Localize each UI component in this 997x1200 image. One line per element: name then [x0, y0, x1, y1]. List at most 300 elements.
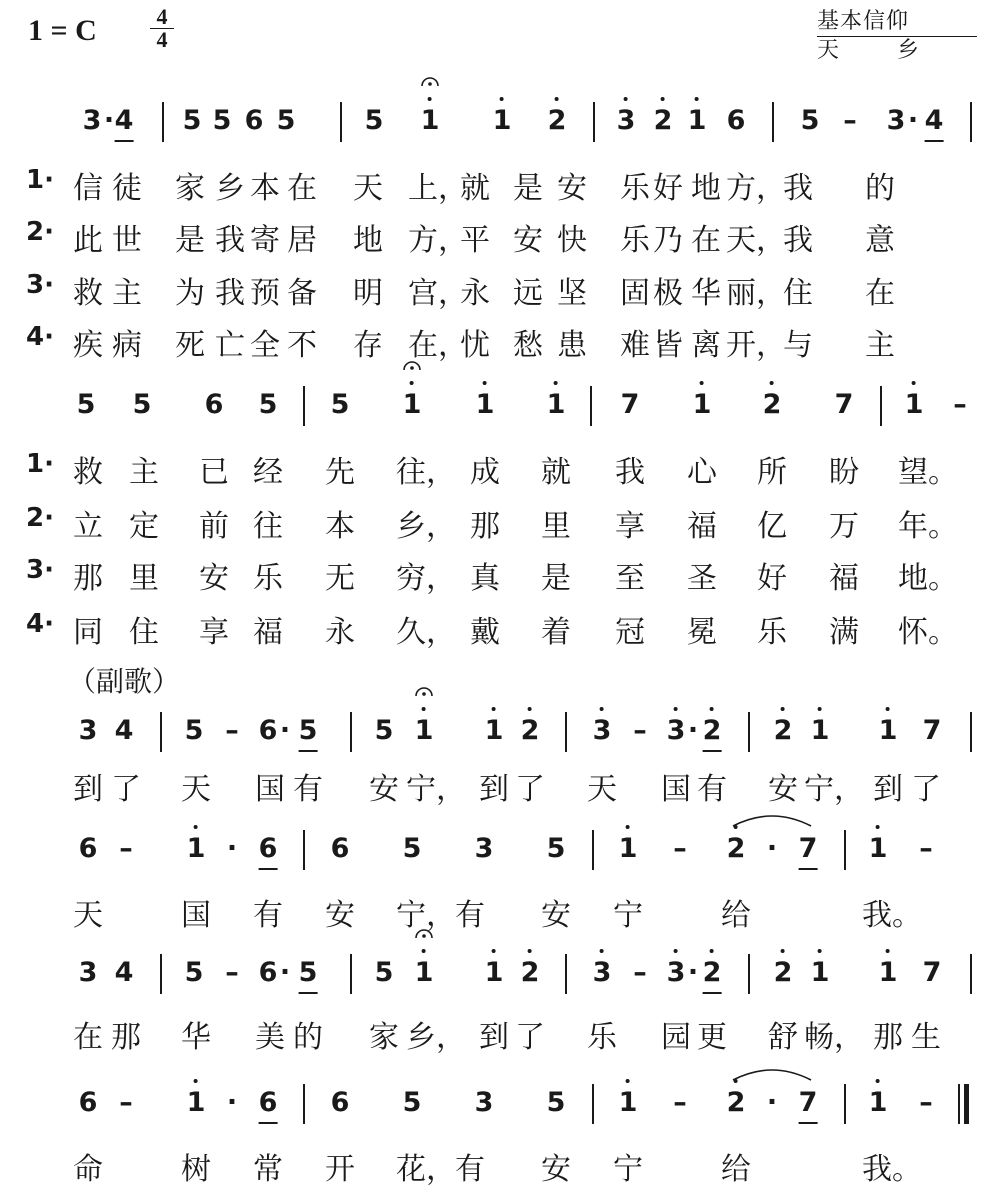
- lyric-syllable: 安: [513, 223, 543, 258]
- lyric-syllable: 所: [757, 455, 787, 490]
- fermata-icon: [415, 924, 433, 936]
- lyric-syllable: 难: [620, 328, 650, 363]
- augmentation-dot: ·: [279, 715, 291, 746]
- lyric-syllable: 寄: [250, 223, 280, 258]
- lyric-syllable: 安: [541, 898, 571, 933]
- lyric-syllable: 在，: [408, 328, 468, 363]
- note: 7: [834, 389, 854, 420]
- note: 1: [403, 388, 422, 422]
- lyric-syllable: 与: [783, 328, 813, 363]
- lyric-syllable: 家: [175, 171, 205, 206]
- lyric-syllable: 那: [873, 1020, 903, 1055]
- lyric-syllable: 愁: [513, 328, 543, 363]
- lyric-syllable: 到: [873, 772, 903, 807]
- lyric-syllable: 万: [829, 509, 859, 544]
- lyric-syllable: 徒: [112, 171, 142, 206]
- high-octave-dot: [483, 381, 487, 385]
- high-octave-dot: [818, 707, 822, 711]
- lyric-syllable: 就: [460, 171, 490, 206]
- notation-row: [0, 104, 997, 144]
- eighth-underline: [259, 1122, 278, 1124]
- lyric-syllable: 主: [129, 455, 159, 490]
- barline: [592, 1084, 594, 1124]
- high-octave-dot: [700, 381, 704, 385]
- meter-bottom: 4: [156, 27, 168, 52]
- barline: [160, 712, 162, 752]
- lyric-syllable: 全: [250, 328, 280, 363]
- note: 5: [374, 957, 394, 988]
- barline: [592, 830, 594, 870]
- lyric-syllable: 福: [829, 561, 859, 596]
- lyric-syllable: 了: [515, 1020, 545, 1055]
- high-octave-dot: [492, 707, 496, 711]
- lyric-syllable: 成: [470, 455, 500, 490]
- lyric-syllable: 存: [353, 328, 383, 363]
- lyric-syllable: 乐: [620, 171, 650, 206]
- high-octave-dot: [876, 825, 880, 829]
- lyric-syllable: 本: [325, 509, 355, 544]
- lyric-syllable: 乐: [757, 615, 787, 650]
- note: 6: [726, 105, 746, 136]
- eighth-underline: [703, 992, 722, 994]
- lyric-syllable: 花，: [396, 1152, 456, 1187]
- lyric-syllable: 安: [541, 1152, 571, 1187]
- lyric-syllable: 家: [369, 1020, 399, 1055]
- eighth-underline: [115, 140, 134, 142]
- time-signature: [150, 6, 174, 51]
- song-credit: [817, 8, 977, 65]
- high-octave-dot: [886, 707, 890, 711]
- note: 2: [703, 714, 722, 748]
- lyric-syllable: 的: [293, 1020, 323, 1055]
- note: 2: [727, 832, 746, 866]
- lyric-syllable: 同: [73, 615, 103, 650]
- lyric-syllable: 国: [255, 772, 285, 807]
- barline: [350, 954, 352, 994]
- lyric-syllable: 华: [691, 276, 721, 311]
- lyric-row: [0, 447, 997, 490]
- verse-number: 2·: [26, 217, 54, 247]
- note: 6: [330, 1087, 350, 1118]
- lyric-syllable: 有: [253, 898, 283, 933]
- lyric-syllable: 是: [175, 223, 205, 258]
- lyric-syllable: 天: [181, 772, 211, 807]
- barline: [350, 712, 352, 752]
- lyric-syllable: 忧: [460, 328, 490, 363]
- note: 5: [330, 389, 350, 420]
- lyric-syllable: 那: [73, 561, 103, 596]
- notation-row: [0, 832, 997, 872]
- high-octave-dot: [710, 707, 714, 711]
- barline: [303, 386, 305, 426]
- lyric-syllable: 我: [215, 276, 245, 311]
- lyric-syllable: 更: [697, 1020, 727, 1055]
- lyric-syllable: 享: [615, 509, 645, 544]
- lyric-row: [0, 215, 997, 258]
- lyric-syllable: 是: [541, 561, 571, 596]
- barline: [565, 954, 567, 994]
- lyric-syllable: 美: [255, 1020, 285, 1055]
- augmentation-dot: ·: [907, 105, 919, 136]
- note: 5: [800, 105, 820, 136]
- high-octave-dot: [781, 707, 785, 711]
- lyric-syllable: 那: [470, 509, 500, 544]
- lyric-syllable: 冠: [615, 615, 645, 650]
- lyric-syllable: 常: [253, 1152, 283, 1187]
- lyric-syllable: 到: [479, 1020, 509, 1055]
- note: 5: [76, 389, 96, 420]
- lyric-syllable: 在: [73, 1020, 103, 1055]
- lyric-syllable: 定: [129, 509, 159, 544]
- lyric-syllable: 生: [911, 1020, 941, 1055]
- lyric-syllable: 开，: [726, 328, 786, 363]
- song-author: 天乡: [816, 38, 977, 63]
- eighth-underline: [799, 1122, 818, 1124]
- high-octave-dot: [710, 949, 714, 953]
- note: 1: [619, 1086, 638, 1120]
- note: 5: [402, 833, 422, 864]
- lyric-syllable: 我。: [862, 898, 922, 933]
- lyric-syllable: 地。: [898, 561, 958, 596]
- note: 2: [727, 1086, 746, 1120]
- high-octave-dot: [555, 97, 559, 101]
- lyric-syllable: 已: [199, 455, 229, 490]
- eighth-underline: [299, 992, 318, 994]
- note: ·: [766, 833, 778, 864]
- note: 3: [78, 715, 98, 746]
- note: 5: [276, 105, 296, 136]
- note: 1: [693, 388, 712, 422]
- lyric-syllable: 坚: [557, 276, 587, 311]
- barline: [162, 102, 164, 142]
- lyric-syllable: 有: [697, 772, 727, 807]
- lyric-syllable: 救: [73, 276, 103, 311]
- note: –: [843, 105, 857, 136]
- lyric-syllable: 有: [293, 772, 323, 807]
- lyric-syllable: 皆: [653, 328, 683, 363]
- tie-arc: [731, 810, 813, 832]
- note: 2: [548, 104, 567, 138]
- lyric-syllable: 国: [181, 898, 211, 933]
- lyric-row: [0, 890, 997, 933]
- note: 1: [421, 104, 440, 138]
- lyric-syllable: 园: [661, 1020, 691, 1055]
- lyric-syllable: 天: [73, 898, 103, 933]
- lyric-syllable: 冕: [687, 615, 717, 650]
- lyric-syllable: 立: [73, 509, 103, 544]
- verse-number: 1·: [26, 165, 54, 195]
- lyric-syllable: 里: [129, 561, 159, 596]
- note: 1: [547, 388, 566, 422]
- lyric-syllable: 到: [73, 772, 103, 807]
- high-octave-dot: [554, 381, 558, 385]
- lyric-syllable: 福: [253, 615, 283, 650]
- lyric-syllable: 我: [783, 171, 813, 206]
- note: –: [919, 833, 933, 864]
- note: 1: [869, 832, 888, 866]
- notation-row: [0, 714, 997, 754]
- note: –: [633, 715, 647, 746]
- lyric-syllable: 安: [768, 772, 798, 807]
- verse-number: 1·: [26, 449, 54, 479]
- lyric-syllable: 安: [557, 171, 587, 206]
- lyric-syllable: 宁，: [396, 898, 456, 933]
- lyric-row: [0, 607, 997, 650]
- lyric-syllable: 意: [865, 223, 895, 258]
- lyric-syllable: 我: [215, 223, 245, 258]
- lyric-syllable: 救: [73, 455, 103, 490]
- lyric-syllable: 舒: [768, 1020, 798, 1055]
- note: 7: [799, 1086, 818, 1120]
- verse-number: 3·: [26, 270, 54, 300]
- note: –: [919, 1087, 933, 1118]
- lyric-syllable: 经: [253, 455, 283, 490]
- lyric-syllable: 明: [353, 276, 383, 311]
- lyric-syllable: 盼: [829, 455, 859, 490]
- note: 5: [132, 389, 152, 420]
- lyric-syllable: 先: [325, 455, 355, 490]
- lyric-syllable: 国: [661, 772, 691, 807]
- eighth-underline: [703, 750, 722, 752]
- high-octave-dot: [422, 707, 426, 711]
- lyric-syllable: 命: [73, 1152, 103, 1187]
- note: –: [119, 1087, 133, 1118]
- lyric-syllable: 好: [653, 171, 683, 206]
- lyric-syllable: 怀。: [898, 615, 958, 650]
- note: 1: [476, 388, 495, 422]
- note: –: [633, 957, 647, 988]
- lyric-syllable: 住: [129, 615, 159, 650]
- verse-number: 4·: [26, 609, 54, 639]
- note: 5: [364, 105, 384, 136]
- high-octave-dot: [886, 949, 890, 953]
- lyric-syllable: 树: [181, 1152, 211, 1187]
- note: 3: [593, 714, 612, 748]
- barline: [160, 954, 162, 994]
- high-octave-dot: [674, 949, 678, 953]
- lyric-syllable: 有: [455, 1152, 485, 1187]
- note: 3: [78, 957, 98, 988]
- lyric-syllable: 预: [250, 276, 280, 311]
- high-octave-dot: [500, 97, 504, 101]
- high-octave-dot: [624, 97, 628, 101]
- lyric-syllable: 乡，: [406, 1020, 466, 1055]
- lyric-syllable: 患: [557, 328, 587, 363]
- note: 3: [617, 104, 636, 138]
- lyric-syllable: 此: [73, 223, 103, 258]
- barline: [303, 1084, 305, 1124]
- high-octave-dot: [492, 949, 496, 953]
- lyric-syllable: 了: [515, 772, 545, 807]
- lyric-syllable: 那: [111, 1020, 141, 1055]
- note: 6: [330, 833, 350, 864]
- notation-row: [0, 956, 997, 996]
- verse-number: 2·: [26, 503, 54, 533]
- lyric-syllable: 极: [653, 276, 683, 311]
- eighth-underline: [259, 868, 278, 870]
- lyric-syllable: 乡: [215, 171, 245, 206]
- note: ·: [226, 1087, 238, 1118]
- lyric-syllable: 前: [199, 509, 229, 544]
- note: 3: [667, 956, 686, 990]
- high-octave-dot: [661, 97, 665, 101]
- note: 1: [811, 714, 830, 748]
- note: –: [953, 389, 967, 420]
- high-octave-dot: [626, 1079, 630, 1083]
- note: 5: [184, 957, 204, 988]
- lyric-syllable: 了: [911, 772, 941, 807]
- note: 5: [258, 389, 278, 420]
- lyric-row: [0, 764, 997, 807]
- high-octave-dot: [422, 949, 426, 953]
- lyric-syllable: 病: [112, 328, 142, 363]
- meter-top: 4: [150, 6, 174, 29]
- note: 2: [774, 956, 793, 990]
- lyric-syllable: 满: [829, 615, 859, 650]
- lyric-syllable: 福: [687, 509, 717, 544]
- notation-row: [0, 1086, 997, 1126]
- lyric-syllable: 往，: [396, 455, 456, 490]
- lyric-syllable: 宁: [613, 1152, 643, 1187]
- barline: [303, 830, 305, 870]
- chorus-label: （副歌）: [68, 665, 181, 698]
- lyric-syllable: 备: [287, 276, 317, 311]
- note: 7: [922, 957, 942, 988]
- lyric-syllable: 到: [479, 772, 509, 807]
- note: 7: [922, 715, 942, 746]
- note: 6: [78, 1087, 98, 1118]
- barline: [340, 102, 342, 142]
- lyric-row: [0, 320, 997, 363]
- high-octave-dot: [600, 707, 604, 711]
- barline: [970, 954, 972, 994]
- lyric-syllable: 我: [615, 455, 645, 490]
- lyric-syllable: 安: [199, 561, 229, 596]
- lyric-syllable: 永: [460, 276, 490, 311]
- barline: [748, 954, 750, 994]
- lyric-syllable: 至: [615, 561, 645, 596]
- note: 5: [546, 1087, 566, 1118]
- lyric-syllable: 心: [687, 455, 717, 490]
- lyric-syllable: 乡，: [396, 509, 456, 544]
- lyric-syllable: 了: [111, 772, 141, 807]
- lyric-syllable: 戴: [470, 615, 500, 650]
- note: 6: [244, 105, 264, 136]
- note: 1: [869, 1086, 888, 1120]
- note: 3: [82, 105, 102, 136]
- note: 6: [259, 1086, 278, 1120]
- augmentation-dot: ·: [103, 105, 115, 136]
- high-octave-dot: [528, 949, 532, 953]
- note: 3: [474, 1087, 494, 1118]
- note: 7: [799, 832, 818, 866]
- lyric-syllable: 远: [513, 276, 543, 311]
- lyric-syllable: 圣: [687, 561, 717, 596]
- note: 1: [415, 714, 434, 748]
- lyric-row: [0, 1144, 997, 1187]
- note: –: [119, 833, 133, 864]
- lyric-syllable: 里: [541, 509, 571, 544]
- note: –: [673, 833, 687, 864]
- barline: [772, 102, 774, 142]
- note: 5: [299, 714, 318, 748]
- note: 1: [688, 104, 707, 138]
- notation-row: [0, 388, 997, 428]
- barline: [748, 712, 750, 752]
- lyric-syllable: 就: [541, 455, 571, 490]
- note: 1: [187, 832, 206, 866]
- note: 6: [258, 715, 278, 746]
- lyric-syllable: 在: [691, 223, 721, 258]
- barline: [844, 1084, 846, 1124]
- lyric-syllable: 宫，: [408, 276, 468, 311]
- note: 1: [879, 714, 898, 748]
- barline: [844, 830, 846, 870]
- note: 5: [212, 105, 232, 136]
- lyric-syllable: 好: [757, 561, 787, 596]
- lyric-syllable: 着: [541, 615, 571, 650]
- lyric-syllable: 地: [353, 223, 383, 258]
- high-octave-dot: [194, 825, 198, 829]
- fermata-icon: [403, 356, 421, 368]
- barline: [593, 102, 595, 142]
- lyric-syllable: 方，: [726, 171, 786, 206]
- lyric-syllable: 享: [199, 615, 229, 650]
- lyric-syllable: 在: [287, 171, 317, 206]
- lyric-syllable: 主: [112, 276, 142, 311]
- note: 1: [879, 956, 898, 990]
- note: 2: [521, 714, 540, 748]
- note: ·: [766, 1087, 778, 1118]
- lyric-syllable: 往: [253, 509, 283, 544]
- lyric-syllable: 天: [353, 171, 383, 206]
- high-octave-dot: [194, 1079, 198, 1083]
- note: 5: [374, 715, 394, 746]
- verse-number: 3·: [26, 555, 54, 585]
- note: 5: [299, 956, 318, 990]
- note: 4: [114, 957, 134, 988]
- note: 3: [886, 105, 906, 136]
- lyric-syllable: 不: [287, 328, 317, 363]
- note: 1: [485, 956, 504, 990]
- lyric-syllable: 主: [865, 328, 895, 363]
- lyric-syllable: 宁: [613, 898, 643, 933]
- high-octave-dot: [674, 707, 678, 711]
- note: 1: [187, 1086, 206, 1120]
- lyric-syllable: 快: [557, 223, 587, 258]
- note: 5: [546, 833, 566, 864]
- note: 2: [763, 388, 782, 422]
- lyric-row: [0, 501, 997, 544]
- note: 1: [485, 714, 504, 748]
- note: –: [225, 957, 239, 988]
- lyric-syllable: 望。: [898, 455, 958, 490]
- note: 4: [925, 104, 944, 138]
- lyric-syllable: 真: [470, 561, 500, 596]
- note: 3: [474, 833, 494, 864]
- lyric-syllable: 无: [325, 561, 355, 596]
- note: 1: [493, 104, 512, 138]
- lyric-syllable: 固: [620, 276, 650, 311]
- high-octave-dot: [912, 381, 916, 385]
- high-octave-dot: [410, 381, 414, 385]
- note: 5: [184, 715, 204, 746]
- note: 7: [620, 389, 640, 420]
- note: –: [225, 715, 239, 746]
- lyric-row: [0, 1012, 997, 1055]
- lyric-syllable: 畅，: [804, 1020, 864, 1055]
- lyric-syllable: 丽，: [726, 276, 786, 311]
